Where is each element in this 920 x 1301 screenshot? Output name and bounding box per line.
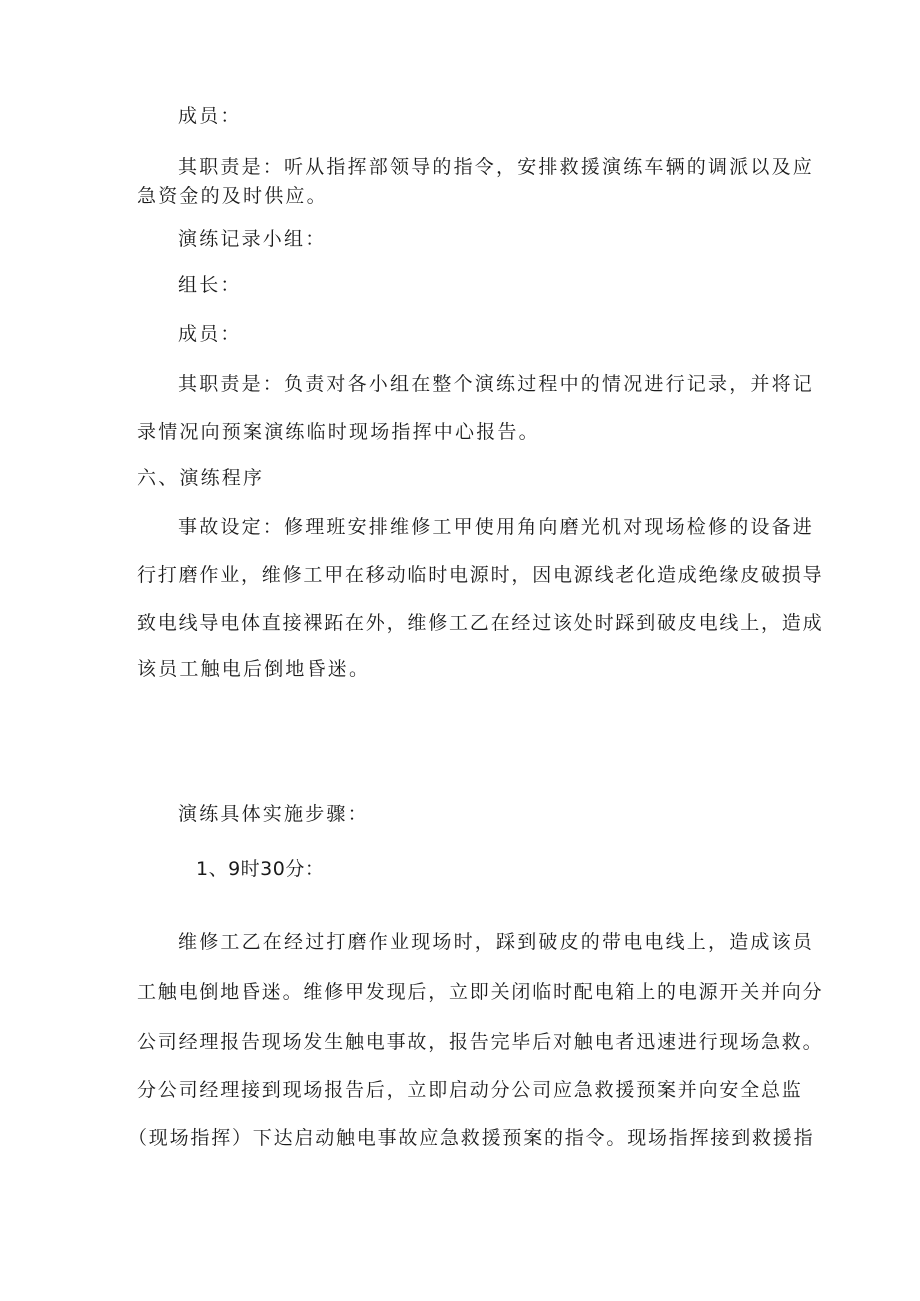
step-1-line-3: 公司经理报告现场发生触电事故，报告完毕后对触电者迅速进行现场急救。 — [137, 1031, 824, 1053]
scenario-line-3: 致电线导电体直接裸跖在外，维修工乙在经过该处时踩到破皮电线上，造成 — [137, 612, 824, 634]
leader-label: 组长： — [178, 274, 242, 296]
step-1-line-5: （现场指挥）下达启动触电事故应急救援预案的指令。现场指挥接到救援指 — [128, 1127, 815, 1149]
member-label-1: 成员： — [178, 105, 242, 127]
record-duty-line-2: 录情况向预案演练临时现场指挥中心报告。 — [137, 421, 540, 443]
member-label-2: 成员： — [178, 323, 242, 345]
section-heading: 六、演练程序 — [137, 467, 265, 489]
logistics-duty-line-2: 急资金的及时供应。 — [137, 185, 328, 207]
step-1-line-1: 维修工乙在经过打磨作业现场时，踩到破皮的带电电线上，造成该员 — [178, 931, 815, 953]
step-1-line-2: 工触电倒地昏迷。维修甲发现后，立即关闭临时配电箱上的电源开关并向分 — [137, 981, 824, 1003]
scenario-line-4: 该员工触电后倒地昏迷。 — [137, 658, 371, 680]
step-1-line-4: 分公司经理接到现场报告后，立即启动分公司应急救援预案并向安全总监 — [137, 1079, 803, 1101]
logistics-duty-line-1: 其职责是：听从指挥部领导的指令，安排救援演练车辆的调派以及应 — [178, 156, 815, 178]
scenario-line-1: 事故设定：修理班安排维修工甲使用角向磨光机对现场检修的设备进 — [178, 516, 815, 538]
steps-title: 演练具体实施步骤： — [178, 803, 369, 825]
step-1-time: 1、9时30分： — [196, 858, 325, 880]
scenario-line-2: 行打磨作业，维修工甲在移动临时电源时，因电源线老化造成绝缘皮破损导 — [137, 564, 824, 586]
record-duty-line-1: 其职责是：负责对各小组在整个演练过程中的情况进行记录，并将记 — [178, 373, 815, 395]
record-team-title: 演练记录小组： — [178, 228, 327, 250]
